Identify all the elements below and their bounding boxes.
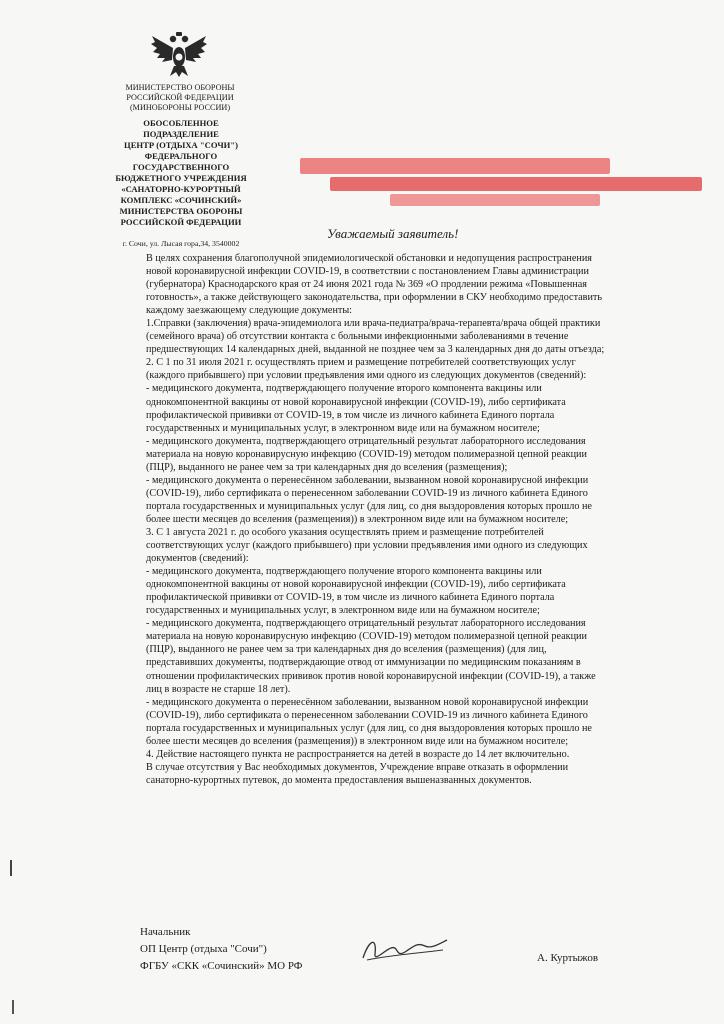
signatory-title <box>140 924 302 975</box>
signatory-name: А. Куртыжов <box>537 952 599 964</box>
redacted-recipient-line-3 <box>390 194 600 206</box>
handwritten-signature <box>355 930 455 970</box>
scan-mark <box>10 860 12 876</box>
organization-name: ОБОСОБЛЕННОЕ ПОДРАЗДЕЛЕНИЕ ЦЕНТР (ОТДЫХА "СОЧИ") ФЕДЕРАЛЬНОГО ГОСУДАРСТВЕННОГО БЮДЖЕТНОГО УЧРЕЖДЕНИЯ «САНАТОРНО-КУРОРТНЫЙ КОМПЛЕКС «СОЧИНСКИЙ» МИНИСТЕРСТВА ОБОРОНЫ РОССИЙСКОЙ ФЕДЕРАЦИИ <box>115 118 247 227</box>
organization-address: г. Сочи, ул. Лысая гора,34, 3540002 <box>122 239 240 248</box>
signatory-position: Начальник <box>140 926 191 938</box>
scan-mark <box>12 1000 14 1014</box>
letter-body: В целях сохранения благополучной эпидемиологической обстановки и недопущения распространения новой коронавирусной инфекции COVID-19, в соответствии с постановлением Главы администрации (губернатора) Краснодарского края от 24 июня 2021 года № 369 «О продлении режима «Повышенная готовность», а также действующего законодательства, при оформлении в СКУ необходимо предоставить каждому заезжающему следующие документы: 1.Справки (заключения) врача-эпидемиолога или врача-педиатра/врача-терапевта/врача общей практики (семейного врача) об отсутствии контакта с больными инфекционными заболеваниями в течение предшествующих 14 календарных дней, выданной не позднее чем за 3 календарных дня до даты отъезда; 2. С 1 по 31 июля 2021 г. осуществлять прием и размещение потребителей соответствующих услуг (каждого прибывшего) при условии предъявления ими одного из следующих документов (сведений): - медицинского документа, подтверждающего получение второго компонента вакцины или однокомпонентной вакцины от новой коронавирусной инфекции (COVID-19), либо сертификата профилактической прививки от COVID-19, в том числе из личного кабинета Единого портала государственных и муниципальных услуг, в электронном виде или на бумажном носителе; - медицинского документа, подтверждающего отрицательный результат лабораторного исследования материала на новую коронавирусную инфекцию (COVID-19) методом полимеразной цепной реакции (ПЦР), выданного не ранее чем за три календарных дня до вселения (размещения); - медицинского документа о перенесённом заболевании, вызванном новой коронавирусной инфекции (COVID-19), либо сертификата о перенесенном заболевании COVID-19 из личного кабинета Единого портала государственных и муниципальных услуг (для лиц, со дня выздоровления которых прошло не более шести месяцев до вселения (размещения)) в электронном виде или на бумажном носителе; 3. С 1 августа 2021 г. до особого указания осуществлять прием и размещение потребителей соответствующих услуг (каждого прибывшего) при условии предъявления ими одного из следующих документов (сведений): - медицинского документа, подтверждающего получение второго компонента вакцины или однокомпонентной вакцины от новой коронавирусной инфекции (COVID-19), либо сертификата профилактической прививки от COVID-19, в том числе из личного кабинета Единого портала государственных и муниципальных услуг, в электронном виде или на бумажном носителе; - медицинского документа, подтверждающего отрицательный результат лабораторного исследования материала на новую коронавирусную инфекцию (COVID-19) методом полимеразной цепной реакции (ПЦР), выданного не ранее чем за три календарных дня до вселения (размещения) (для лиц, представивших документы, подтверждающие отвод от иммунизации по медицинским показаниям в отношении профилактических прививок против новой коронавирусной инфекции (COVID-19), а также лиц в возрасте не старше 18 лет). - медицинского документа о перенесённом заболевании, вызванном новой коронавирусной инфекции (COVID-19), либо сертификата о перенесенном заболевании COVID-19 из личного кабинета Единого портала государственных и муниципальных услуг (для лиц, со дня выздоровления которых прошло не более шести месяцев до вселения (размещения)) в электронном виде или на бумажном носителе; 4. Действие настоящего пункта не распространяется на детей в возрасте до 14 лет включительно. В случае отсутствия у Вас необходимых документов, Учреждение вправе отказать в оформлении санаторно-курортных путевок, до момента предоставления вышеназванных документов. <box>146 253 605 786</box>
eagle-emblem-icon <box>150 30 208 78</box>
redacted-recipient-line-2 <box>330 177 702 191</box>
redacted-recipient-line-1 <box>300 158 610 174</box>
greeting: Уважаемый заявитель! <box>327 226 459 241</box>
signatory-organization: ФГБУ «СКК «Сочинский» МО РФ <box>140 960 303 972</box>
signatory-department: ОП Центр (отдыха "Сочи") <box>140 943 267 955</box>
ministry-name: МИНИСТЕРСТВО ОБОРОНЫ РОССИЙСКОЙ ФЕДЕРАЦИИ (МИНОБОРОНЫ РОССИИ) <box>125 83 235 112</box>
